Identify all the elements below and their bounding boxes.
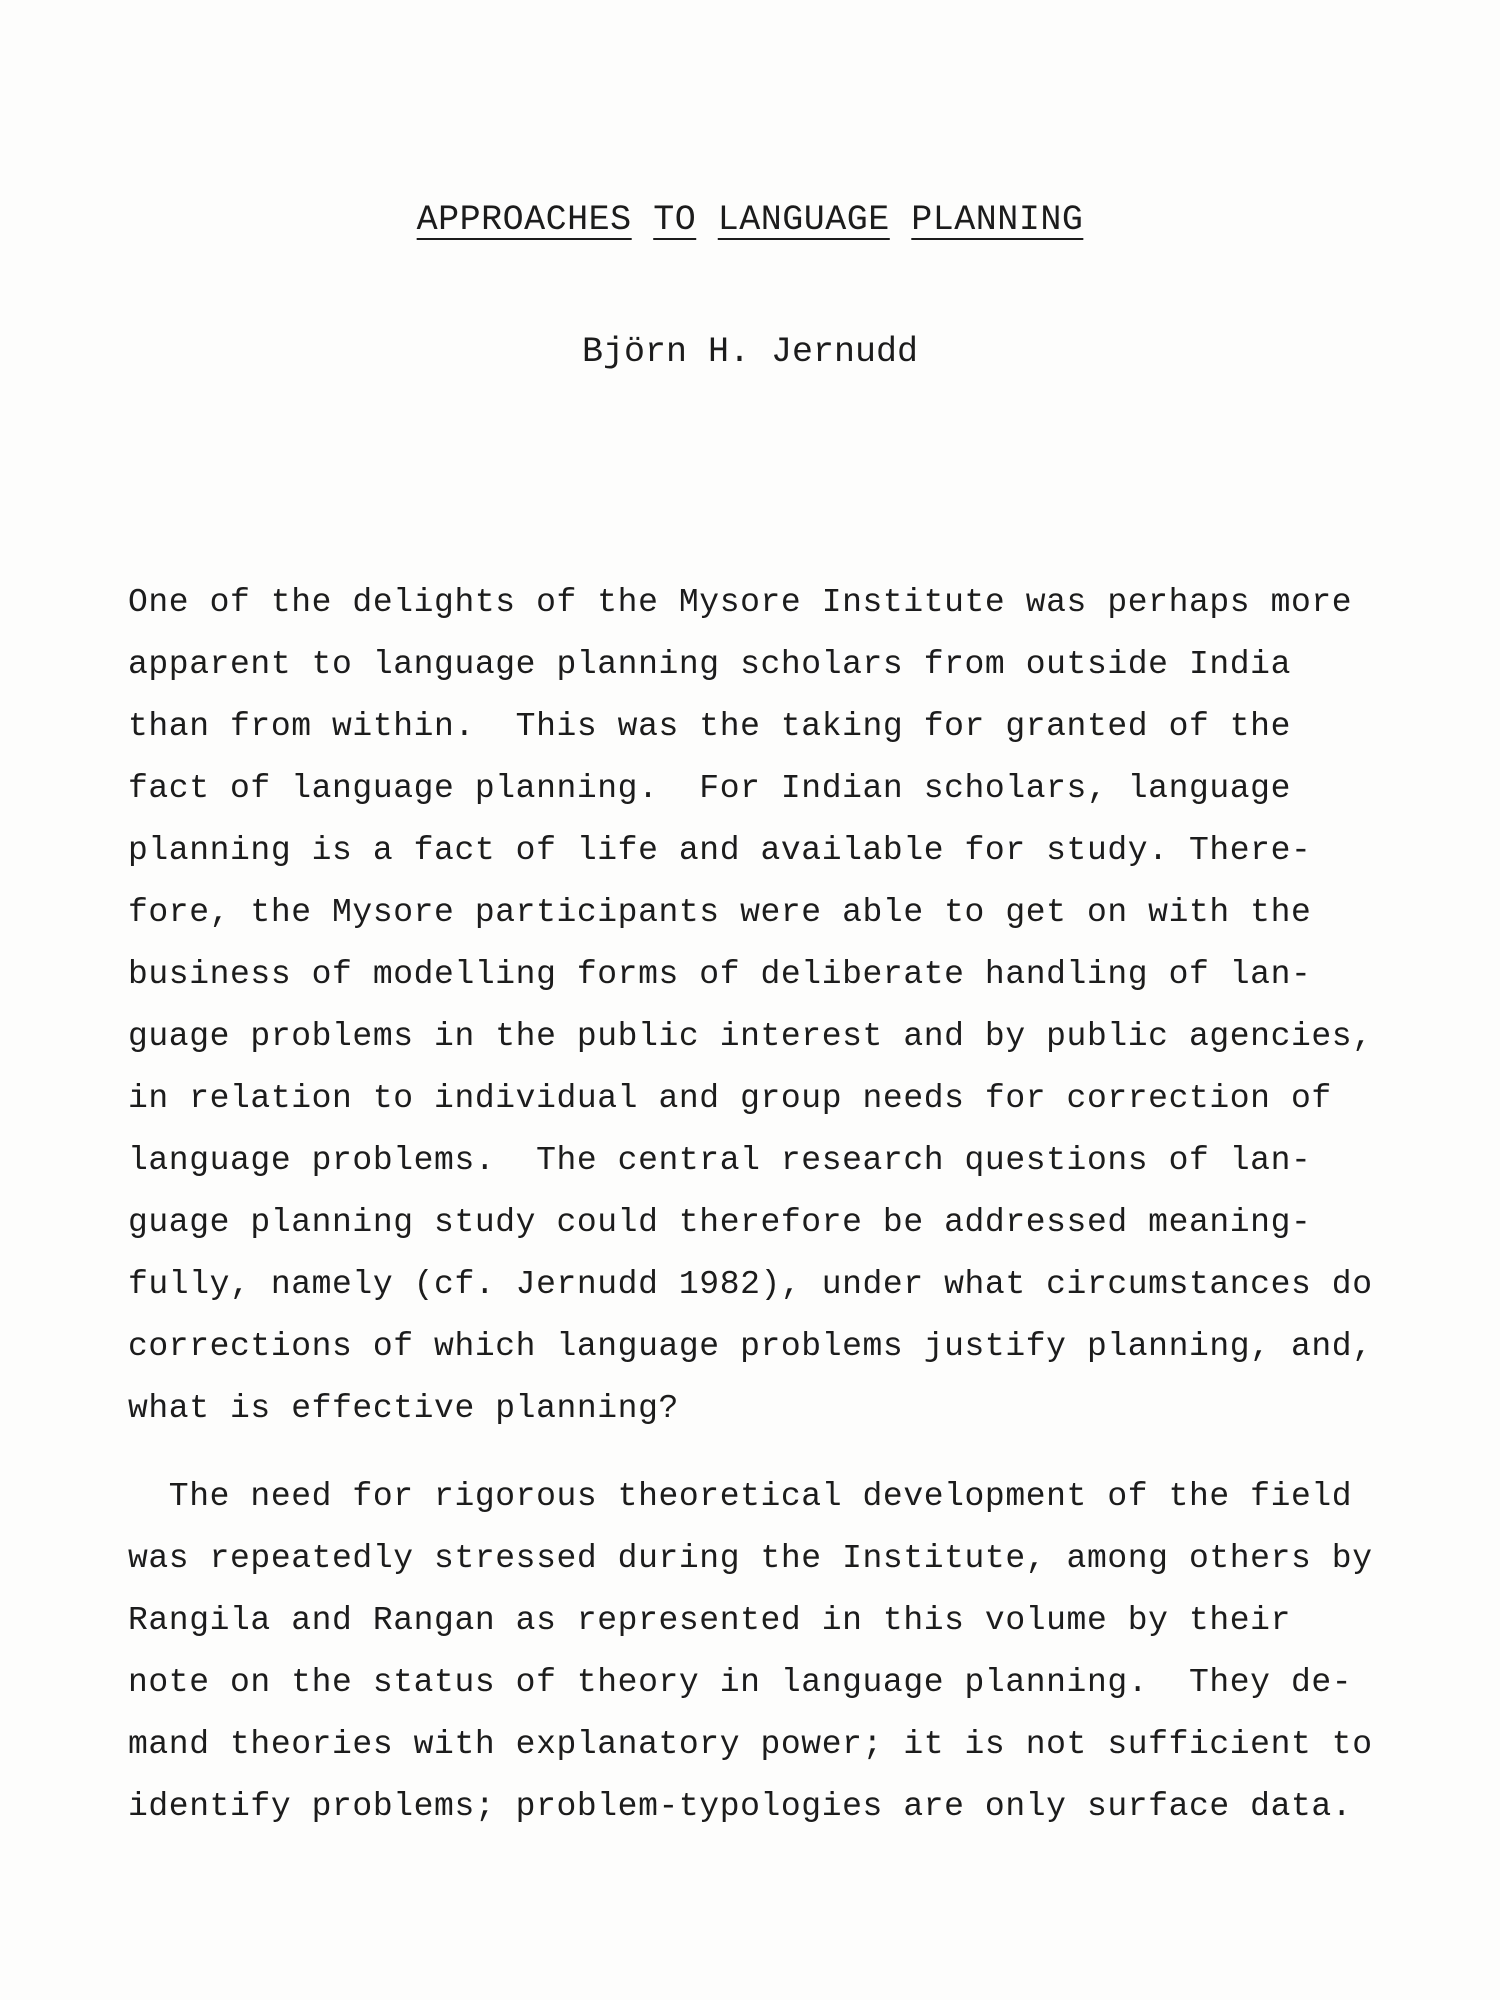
title-word: TO — [653, 200, 697, 240]
text-line: mand theories with explanatory power; it is not sufficient to — [128, 1726, 1373, 1763]
text-line: business of modelling forms of deliberate handling of lan- — [128, 956, 1312, 993]
title-word: LANGUAGE — [717, 200, 890, 240]
text-line: guage planning study could therefore be addressed meaning- — [128, 1204, 1312, 1241]
text-line: Rangila and Rangan as represented in this volume by their — [128, 1602, 1291, 1639]
text-line: fact of language planning. For Indian scholars, language — [128, 770, 1291, 807]
document-title — [0, 200, 1500, 240]
text-line: fore, the Mysore participants were able to get on with the — [128, 894, 1312, 931]
text-line: in relation to individual and group needs for correction of — [128, 1080, 1332, 1117]
text-line: language problems. The central research questions of lan- — [128, 1142, 1312, 1179]
text-line: note on the status of theory in language planning. They de- — [128, 1664, 1353, 1701]
text-line: corrections of which language problems justify planning, and, — [128, 1328, 1373, 1365]
text-line: guage problems in the public interest and by public agencies, — [128, 1018, 1373, 1055]
text-line: apparent to language planning scholars from outside India — [128, 646, 1291, 683]
paragraph-2 — [128, 1466, 1408, 1838]
title-word: PLANNING — [911, 200, 1084, 240]
text-line: was repeatedly stressed during the Institute, among others by — [128, 1540, 1373, 1577]
text-line: One of the delights of the Mysore Institute was perhaps more — [128, 584, 1353, 621]
text-line: planning is a fact of life and available for study. There- — [128, 832, 1312, 869]
text-line: The need for rigorous theoretical development of the field — [128, 1478, 1353, 1515]
text-line: fully, namely (cf. Jernudd 1982), under what circumstances do — [128, 1266, 1373, 1303]
text-line: what is effective planning? — [128, 1390, 679, 1427]
title-word: APPROACHES — [416, 200, 632, 240]
text-line: than from within. This was the taking for granted of the — [128, 708, 1291, 745]
text-line: identify problems; problem-typologies are only surface data. — [128, 1788, 1353, 1825]
author-name: Björn H. Jernudd — [581, 332, 919, 372]
paragraph-1 — [128, 572, 1408, 1440]
